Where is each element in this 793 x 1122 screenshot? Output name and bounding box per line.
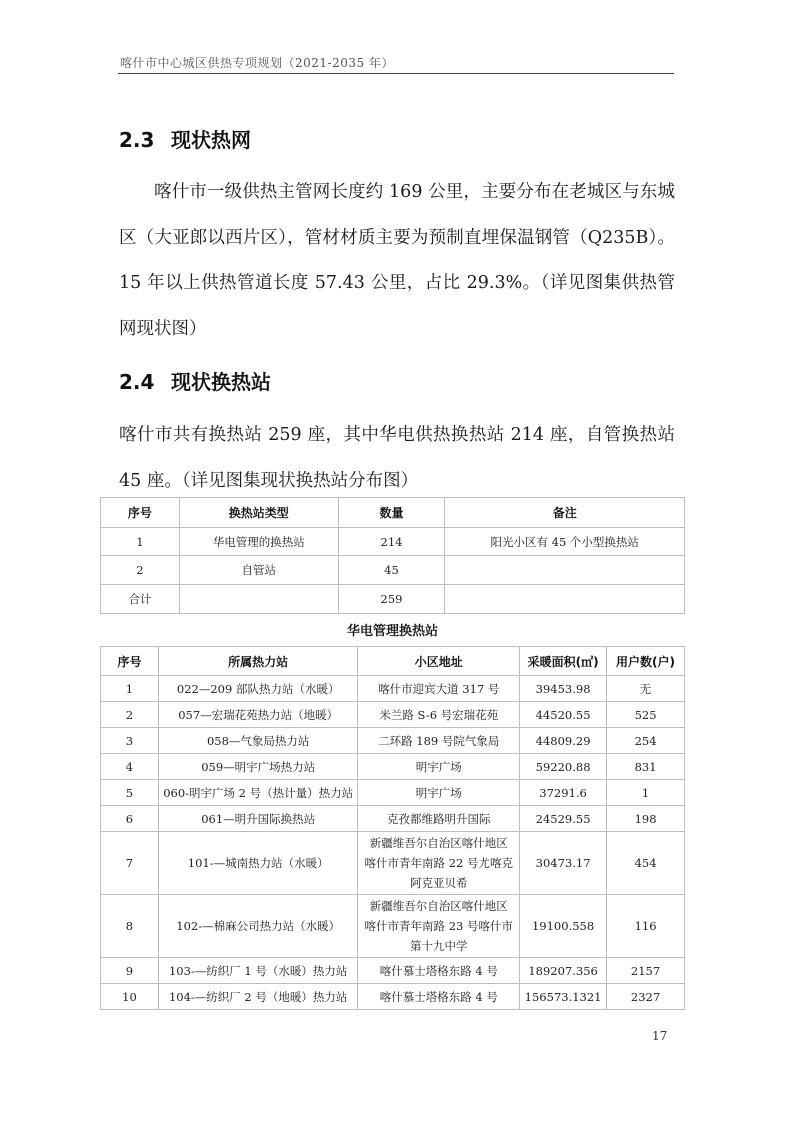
table-cell: 阳光小区有 45 个小型换热站 xyxy=(445,528,685,556)
summary-table xyxy=(100,497,685,614)
table-cell: 4 xyxy=(101,754,159,780)
table-cell: 19100.558 xyxy=(520,895,607,958)
section-heading-2-3 xyxy=(119,124,251,153)
detail-table-title: 华电管理换热站 xyxy=(346,624,438,639)
table-cell: 3 xyxy=(101,728,159,754)
table-cell: 喀什慕士塔格东路 4 号 xyxy=(358,958,520,984)
table-cell: 101-—城南热力站（水暖） xyxy=(158,832,358,895)
header-cell: 所属热力站 xyxy=(158,647,358,676)
table-cell: 9 xyxy=(101,958,159,984)
section-number: 2.3 xyxy=(119,128,155,152)
header-cell: 采暖面积(㎡) xyxy=(520,647,607,676)
table-cell: 156573.1321 xyxy=(520,984,607,1010)
table-cell: 明宇广场 xyxy=(358,754,520,780)
table-cell: 无 xyxy=(607,676,685,702)
table-cell: 二环路 189 号院气象局 xyxy=(358,728,520,754)
table-cell xyxy=(445,585,685,614)
table-cell: 259 xyxy=(338,585,445,614)
table-cell: 2327 xyxy=(607,984,685,1010)
table-cell: 5 xyxy=(101,780,159,806)
table-row xyxy=(101,984,685,1010)
section-heading-2-4 xyxy=(119,366,271,395)
detail-header-row xyxy=(101,647,685,676)
table-row xyxy=(101,895,685,958)
section-2-4-paragraph: 喀什市共有换热站 259 座，其中华电供热换热站 214 座，自管换热站 45 座。（详见图集现状换热站分布图） xyxy=(119,425,675,491)
table-cell: 1 xyxy=(101,676,159,702)
table-cell: 525 xyxy=(607,702,685,728)
table-cell: 198 xyxy=(607,806,685,832)
table-row xyxy=(101,780,685,806)
table-row xyxy=(101,676,685,702)
table-cell: 44520.55 xyxy=(520,702,607,728)
table-row xyxy=(101,958,685,984)
detail-table-body xyxy=(101,676,685,1010)
table-cell: 7 xyxy=(101,832,159,895)
table-cell: 米兰路 S-6 号宏瑞花苑 xyxy=(358,702,520,728)
table-cell: 214 xyxy=(338,528,445,556)
table-cell: 831 xyxy=(607,754,685,780)
table-cell: 45 xyxy=(338,556,445,585)
section-title: 现状热网 xyxy=(171,128,251,152)
page-number: 17 xyxy=(652,1029,668,1043)
table-cell: 8 xyxy=(101,895,159,958)
table-cell: 454 xyxy=(607,832,685,895)
table-cell: 59220.88 xyxy=(520,754,607,780)
header-rule xyxy=(118,73,674,74)
table-cell: 060-明宇广场 2 号（热计量）热力站 xyxy=(158,780,358,806)
table-row xyxy=(101,702,685,728)
table-cell: 10 xyxy=(101,984,159,1010)
table-row-total xyxy=(101,585,685,614)
header-cell: 用户数(户) xyxy=(607,647,685,676)
table-cell: 喀什市迎宾大道 317 号 xyxy=(358,676,520,702)
table-row xyxy=(101,528,685,556)
table-cell: 37291.6 xyxy=(520,780,607,806)
table-cell xyxy=(179,585,338,614)
header-cell: 备注 xyxy=(445,498,685,528)
table-row xyxy=(101,556,685,585)
table-cell: 1 xyxy=(607,780,685,806)
table-cell: 合计 xyxy=(101,585,180,614)
detail-table xyxy=(100,646,685,1010)
table-cell: 自管站 xyxy=(179,556,338,585)
table-cell: 103-—纺织厂 1 号（水暖）热力站 xyxy=(158,958,358,984)
header-cell: 小区地址 xyxy=(358,647,520,676)
table-cell: 6 xyxy=(101,806,159,832)
table-cell: 新疆维吾尔自治区喀什地区 喀什市青年南路 23 号喀什市 第十九中学 xyxy=(358,895,520,958)
table-row xyxy=(101,806,685,832)
header-cell: 数量 xyxy=(338,498,445,528)
section-title: 现状换热站 xyxy=(171,370,271,394)
table-row xyxy=(101,832,685,895)
summary-header-row xyxy=(101,498,685,528)
table-cell: 189207.356 xyxy=(520,958,607,984)
table-cell: 克孜都维路明升国际 xyxy=(358,806,520,832)
table-cell: 喀什慕士塔格东路 4 号 xyxy=(358,984,520,1010)
section-number: 2.4 xyxy=(119,370,155,394)
header-cell: 序号 xyxy=(101,498,180,528)
table-cell: 2157 xyxy=(607,958,685,984)
table-cell: 39453.98 xyxy=(520,676,607,702)
table-row xyxy=(101,754,685,780)
table-cell: 022—209 部队热力站（水暖） xyxy=(158,676,358,702)
header-cell: 序号 xyxy=(101,647,159,676)
table-row xyxy=(101,728,685,754)
table-cell: 057—宏瑞花苑热力站（地暖） xyxy=(158,702,358,728)
table-cell: 1 xyxy=(101,528,180,556)
table-cell: 116 xyxy=(607,895,685,958)
table-cell: 24529.55 xyxy=(520,806,607,832)
table-cell: 明宇广场 xyxy=(358,780,520,806)
table-cell: 058—气象局热力站 xyxy=(158,728,358,754)
header-cell: 换热站类型 xyxy=(179,498,338,528)
table-cell: 254 xyxy=(607,728,685,754)
table-cell: 2 xyxy=(101,556,180,585)
table-cell xyxy=(445,556,685,585)
table-cell: 44809.29 xyxy=(520,728,607,754)
table-cell: 104-—纺织厂 2 号（地暖）热力站 xyxy=(158,984,358,1010)
table-cell: 059—明宇广场热力站 xyxy=(158,754,358,780)
table-cell: 华电管理的换热站 xyxy=(179,528,338,556)
section-2-3-paragraph: 喀什市一级供热主管网长度约 169 公里，主要分布在老城区与东城区（大亚郎以西片区），管材材质主要为预制直埋保温钢管（Q235B）。15 年以上供热管道长度 57.43 公里，占比 29.3%。（详见图集供热管网现状图） xyxy=(119,182,675,339)
table-cell: 新疆维吾尔自治区喀什地区 喀什市青年南路 22 号尤喀克 阿克亚贝希 xyxy=(358,832,520,895)
table-cell: 102-—棉麻公司热力站（水暖） xyxy=(158,895,358,958)
running-header: 喀什市中心城区供热专项规划（2021-2035 年） xyxy=(120,56,394,70)
table-cell: 2 xyxy=(101,702,159,728)
table-cell: 061—明升国际换热站 xyxy=(158,806,358,832)
table-cell: 30473.17 xyxy=(520,832,607,895)
